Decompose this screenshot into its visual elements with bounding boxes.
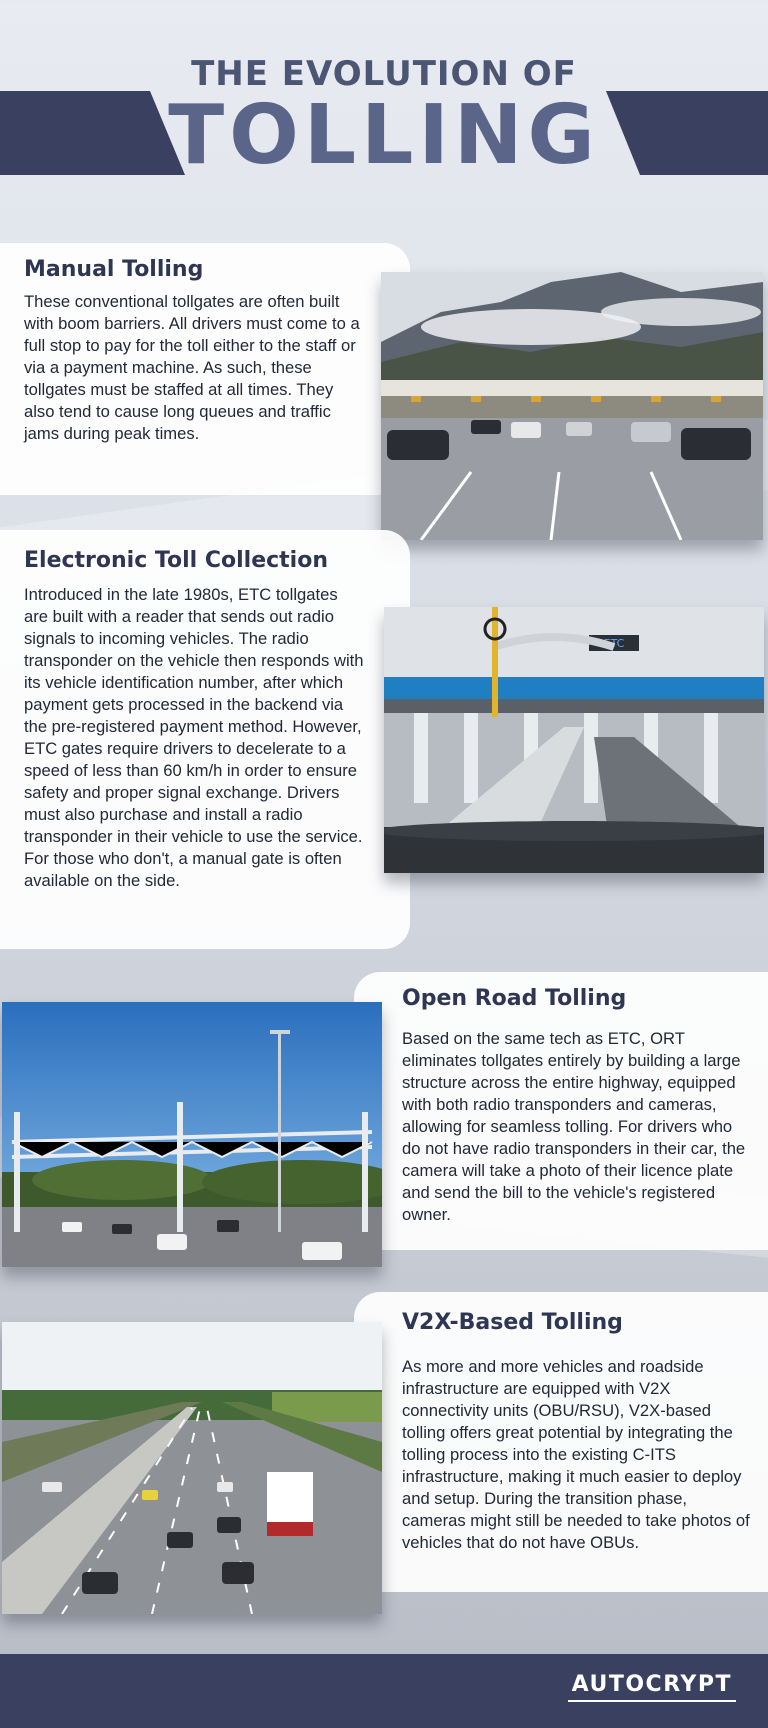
section-heading: Open Road Tolling [402, 986, 627, 1011]
section-body: Introduced in the late 1980s, ETC tollgates are built with a reader that sends out radio signals to incoming vehicles. The radio transponder on the vehicle then responds with its vehicle identification number, after which payment gets processed in the backend via the pre-registered payment method. However, ETC gates require drivers to decelerate to a speed of less than 60 km/h in order to ensure safety and proper signal exchange. Drivers must also purchase and install a radio transponder in their vehicle to use the service. For those who don't, a manual gate is often available on the side. [24, 585, 364, 890]
section-card-open-road [354, 972, 768, 1250]
open-road-gantry-photo [2, 1002, 382, 1267]
v2x-highway-photo [2, 1322, 382, 1614]
section-heading: V2X-Based Tolling [402, 1310, 623, 1335]
page-title-line1: THE EVOLUTION OF [191, 54, 577, 94]
section-card-manual-tolling [0, 243, 410, 495]
etc-tollgate-photo [384, 607, 764, 873]
section-body: These conventional tollgates are often built with boom barriers. All drivers must come to a full stop to pay for the toll either to the staff or via a payment machine. As such, these tollgates must be staffed at all times. They also tend to cause long queues and traffic jams during peak times. [24, 292, 360, 443]
section-heading: Electronic Toll Collection [24, 548, 328, 573]
section-body: Based on the same tech as ETC, ORT eliminates tollgates entirely by building a large structure across the entire highway, equipped with both radio transponders and cameras, allowing for seamless tolling. For drivers who do not have radio transponders in their car, the camera will take a photo of their licence plate and send the bill to the vehicle's registered owner. [402, 1029, 746, 1224]
etc-sign-text: ETC [603, 637, 625, 650]
section-card-v2x [354, 1292, 768, 1592]
page-title-line2: TOLLING [168, 88, 600, 183]
section-heading: Manual Tolling [24, 257, 204, 282]
autocrypt-logo: AUTOCRYPT [568, 1670, 736, 1702]
section-card-electronic-toll [0, 530, 410, 949]
section-body: As more and more vehicles and roadside infrastructure are equipped with V2X connectivity units (OBU/RSU), V2X-based tolling offers great potential by integrating the tolling process into the existing C-ITS infrastructure, making it much easier to deploy and setup. During the transition phase, cameras might still be needed to take photos of vehicles that do not have OBUs. [402, 1357, 750, 1552]
footer-band [0, 1654, 768, 1728]
manual-tollgate-photo [381, 272, 763, 540]
